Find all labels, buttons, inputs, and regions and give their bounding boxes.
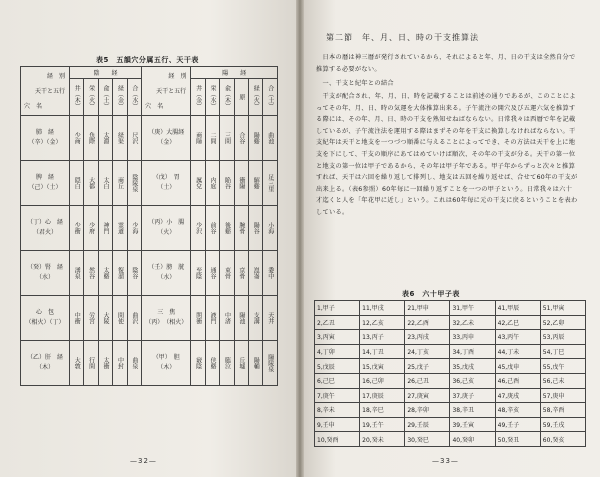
yang-point: 陽輔 — [249, 341, 263, 386]
table6-cell: 27,庚寅 — [405, 388, 450, 403]
header-yin: 陰 経 — [70, 67, 142, 79]
table5-row — [21, 116, 278, 161]
yang-point: 内庭 — [205, 161, 219, 206]
table5-row — [21, 206, 278, 251]
table6-cell: 22,乙酉 — [405, 315, 450, 330]
yin-point: 魚際 — [84, 116, 98, 161]
yang-point: 陽谿 — [249, 116, 263, 161]
yang-point: 少沢 — [191, 206, 205, 251]
table6-cell: 19,壬午 — [360, 417, 405, 432]
table6-cell: 28,辛卯 — [405, 403, 450, 418]
yin-point: 太淵 — [98, 116, 112, 161]
yin-point: 尺沢 — [127, 116, 141, 161]
yang-point: 束骨 — [220, 251, 234, 296]
yin-point: 商丘 — [113, 161, 127, 206]
yin-point: 太衝 — [98, 341, 112, 386]
section-title: 第二節 年、月、日、時の干支推算法 — [326, 33, 479, 42]
yang-point: 陥谷 — [220, 161, 234, 206]
yin-point: 霊道 — [113, 206, 127, 251]
table6-cell: 53,丙辰 — [540, 330, 585, 345]
yang-point: 商陽 — [191, 116, 205, 161]
yin-point: 中封 — [113, 341, 127, 386]
table5-caption: 表5 五韻穴分属五行、天干表 — [96, 56, 199, 64]
yang-point: 京骨 — [234, 251, 248, 296]
table6-cell: 24,丁亥 — [405, 344, 450, 359]
yin-point: 神門 — [98, 206, 112, 251]
yang-point: 丘墟 — [234, 341, 248, 386]
yang-point: 陽池 — [234, 296, 248, 341]
table6-cell: 3,丙寅 — [315, 330, 360, 345]
table6-cell: 26,己丑 — [405, 373, 450, 388]
table6-caption: 表6 六十甲子表 — [402, 290, 460, 298]
paragraph-intro: 日本の暦は神三暦が発行されているから、それによると年、月、日の干支は全然自分で推算する必要がない。 — [316, 54, 576, 73]
table6-cell: 18,辛巳 — [360, 403, 405, 418]
yin-point: 間使 — [113, 296, 127, 341]
yin-point: 少府 — [84, 206, 98, 251]
table6-cell: 38,辛丑 — [450, 403, 495, 418]
yang-point: 通谷 — [205, 251, 219, 296]
table6-cell: 14,丁丑 — [360, 344, 405, 359]
table6-cell: 6,己巳 — [315, 373, 360, 388]
table6-cell: 16,己卯 — [360, 373, 405, 388]
yang-point: 陽谷 — [249, 206, 263, 251]
yang-point: 支溝 — [249, 296, 263, 341]
table6-cell: 5,戊辰 — [315, 359, 360, 374]
yin-point: 太谿 — [98, 251, 112, 296]
table6-cell: 44,丁未 — [495, 344, 540, 359]
table6-cell: 40,癸卯 — [450, 432, 495, 447]
yang-point: 竅陰 — [191, 341, 205, 386]
yang-point: 衝陽 — [234, 161, 248, 206]
paragraph-body: 干支が配合され、年、月、日、時を記載することは前述の通りであるが、このことによってその年、月、日、時の気運を大体推算出来る。子午流注の開穴及び五運六気を推算する際には、その年、月、日、時の干支を熟知せねばならない。日常我々は西暦で年を記載しているが、子午流注法を運用する際はまずその年を干支に換算しなければならない。干支紀年は天干と地支を一つづつ順番に与えることによってでき、その方法は天干を上に地支を下にして、干支の順序にあてはめていけば順次、その年の干支が分る。天干の第一位と地支の第一位は甲子であるから、その年は甲子年である。甲子年からずっと次々と推算すれば、天干は六回を繰り返して排列し、地支は五回を繰り返せば、合せて60年の干支が出来上る。（表6参照）60年毎に一回繰り返すことを一つの甲子という。日常我々は六十才迄くと人を「年花甲に近し」という。これは60年毎に元の干支に戻るということを表わしている。 — [316, 93, 578, 216]
left-page-number: —32— — [130, 457, 157, 465]
table5-row — [21, 251, 278, 296]
table6-cell: 54,丁巳 — [540, 344, 585, 359]
yang-head: 井（金） — [191, 79, 205, 116]
table6-cell: 30,癸巳 — [405, 432, 450, 447]
table6-row — [315, 301, 586, 316]
corner-label-mid-right: 天干と五行 — [156, 88, 187, 95]
yin-point: 少商 — [70, 116, 84, 161]
table6-cell: 2,乙丑 — [315, 315, 360, 330]
table6-cell: 36,己亥 — [450, 373, 495, 388]
table6-cell: 4,丁卯 — [315, 344, 360, 359]
yin-point: 復溜 — [113, 251, 127, 296]
table6-cell: 45,戊申 — [495, 359, 540, 374]
table6-cell: 31,甲午 — [450, 301, 495, 316]
table6-row — [315, 388, 586, 403]
yang-point: 液門 — [205, 296, 219, 341]
table6-cell: 52,乙卯 — [540, 315, 585, 330]
yin-point: 中衝 — [70, 296, 84, 341]
table6 — [314, 300, 586, 447]
table6-row — [315, 373, 586, 388]
yin-point: 大陵 — [98, 296, 112, 341]
yang-point: 腕骨 — [234, 206, 248, 251]
table6-row — [315, 344, 586, 359]
yang-meridian-name: 三 焦 （丙） （相火） — [142, 296, 191, 341]
table6-cell: 37,庚子 — [450, 388, 495, 403]
table6-cell: 1,甲子 — [315, 301, 360, 316]
table6-cell: 49,壬子 — [495, 417, 540, 432]
yin-point: 大都 — [84, 161, 98, 206]
yang-point: 委中 — [263, 251, 278, 296]
table6-row — [315, 359, 586, 374]
table6-row — [315, 330, 586, 345]
table6-cell: 35,戊戌 — [450, 359, 495, 374]
yin-point: 陰谷 — [127, 251, 141, 296]
table6-cell: 11,甲戌 — [360, 301, 405, 316]
table6-cell: 58,辛酉 — [540, 403, 585, 418]
yin-point: 陰陵泉 — [127, 161, 141, 206]
table6-cell: 43,丙午 — [495, 330, 540, 345]
yang-point: 天井 — [263, 296, 278, 341]
yin-point: 隠白 — [70, 161, 84, 206]
yang-point: 三間 — [220, 116, 234, 161]
yang-head: 原 — [234, 79, 248, 116]
yang-meridian-name: （壬）膀 胱 （水） — [142, 251, 191, 296]
table6-cell: 33,丙申 — [450, 330, 495, 345]
yin-point: 大敦 — [70, 341, 84, 386]
yang-point: 厲兌 — [191, 161, 205, 206]
yang-head: 栄（水） — [205, 79, 219, 116]
table6-cell: 20,癸未 — [360, 432, 405, 447]
yin-meridian-name: （癸）腎 経 （水） — [21, 251, 70, 296]
table6-cell: 15,戊寅 — [360, 359, 405, 374]
yang-point: 陽陵泉 — [263, 341, 278, 386]
table5-row — [21, 161, 278, 206]
table6-cell: 59,壬戌 — [540, 417, 585, 432]
yin-point: 経渠 — [113, 116, 127, 161]
yang-meridian-name: （甲） 胆 （木） — [142, 341, 191, 386]
corner-label-top: 経 別 — [47, 73, 66, 80]
yang-point: 至陰 — [191, 251, 205, 296]
corner-label-top-right: 経 別 — [168, 73, 187, 80]
table6-cell: 39,壬寅 — [450, 417, 495, 432]
yang-point: 二間 — [205, 116, 219, 161]
table6-cell: 29,壬辰 — [405, 417, 450, 432]
table6-cell: 41,甲辰 — [495, 301, 540, 316]
yin-point: 行間 — [84, 341, 98, 386]
table6-cell: 12,乙亥 — [360, 315, 405, 330]
corner-label-bottom-right: 穴 名 — [145, 103, 164, 110]
yang-head: 兪（木） — [220, 79, 234, 116]
yin-head: 井（木） — [70, 79, 84, 116]
yang-point: 足三里 — [263, 161, 278, 206]
yang-meridian-name: （庚）大腸経 （金） — [142, 116, 191, 161]
yin-head: 合（水） — [127, 79, 141, 116]
table5-row — [21, 341, 278, 386]
table5-corner-right — [142, 67, 191, 116]
yin-point: 曲泉 — [127, 341, 141, 386]
table6-row — [315, 403, 586, 418]
header-yang: 陽 経 — [191, 67, 278, 79]
yang-point: 小海 — [263, 206, 278, 251]
table5 — [20, 66, 278, 386]
table6-cell: 21,甲申 — [405, 301, 450, 316]
yin-meridian-name: （乙）肝 経 （木） — [21, 341, 70, 386]
yang-point: 前谷 — [205, 206, 219, 251]
table6-cell: 23,丙戌 — [405, 330, 450, 345]
yang-point: 関衝 — [191, 296, 205, 341]
table6-row — [315, 417, 586, 432]
yin-meridian-name: 脾 経 （己）（土） — [21, 161, 70, 206]
yin-point: 少衝 — [70, 206, 84, 251]
yang-point: 中渚 — [220, 296, 234, 341]
yin-point: 太白 — [98, 161, 112, 206]
table6-cell: 42,乙巳 — [495, 315, 540, 330]
yin-point: 湧泉 — [70, 251, 84, 296]
table6-cell: 56,己未 — [540, 373, 585, 388]
yin-point: 然谷 — [84, 251, 98, 296]
yin-point: 曲沢 — [127, 296, 141, 341]
table6-row — [315, 432, 586, 447]
table6-cell: 9,壬申 — [315, 417, 360, 432]
yang-head: 合（土） — [263, 79, 278, 116]
yin-head: 経（金） — [113, 79, 127, 116]
yin-head: 栄（火） — [84, 79, 98, 116]
table6-cell: 25,戊子 — [405, 359, 450, 374]
yang-head: 経（火） — [249, 79, 263, 116]
yin-point: 少海 — [127, 206, 141, 251]
table6-row — [315, 315, 586, 330]
table6-cell: 10,癸酉 — [315, 432, 360, 447]
yang-meridian-name: （丙）小 腸 （火） — [142, 206, 191, 251]
table6-cell: 46,己酉 — [495, 373, 540, 388]
yin-head: 兪（土） — [98, 79, 112, 116]
table6-cell: 17,庚辰 — [360, 388, 405, 403]
table6-cell: 8,辛未 — [315, 403, 360, 418]
yin-meridian-name: （丁）心 経 （君火） — [21, 206, 70, 251]
corner-label-bottom: 穴 名 — [24, 103, 43, 110]
table6-cell: 57,庚申 — [540, 388, 585, 403]
table6-cell: 34,丁酉 — [450, 344, 495, 359]
table6-cell: 51,甲寅 — [540, 301, 585, 316]
yang-meridian-name: （戊） 胃 （土） — [142, 161, 191, 206]
corner-label-mid: 天干と五行 — [35, 88, 66, 95]
right-page-number: —33— — [432, 457, 459, 465]
yin-meridian-name: 肺 経 （辛）（金） — [21, 116, 70, 161]
table6-cell: 50,癸丑 — [495, 432, 540, 447]
book-gutter — [296, 0, 304, 477]
yin-point: 労宮 — [84, 296, 98, 341]
table6-cell: 32,乙未 — [450, 315, 495, 330]
table6-cell: 7,庚午 — [315, 388, 360, 403]
yang-point: 侠谿 — [205, 341, 219, 386]
yang-point: 曲池 — [263, 116, 278, 161]
table6-cell: 55,戊午 — [540, 359, 585, 374]
table6-cell: 60,癸亥 — [540, 432, 585, 447]
yang-point: 後谿 — [220, 206, 234, 251]
yin-meridian-name: 心 包 （相火）（丁） — [21, 296, 70, 341]
yang-point: 解谿 — [249, 161, 263, 206]
table5-corner — [21, 67, 70, 116]
yang-point: 臨泣 — [220, 341, 234, 386]
yang-point: 合谷 — [234, 116, 248, 161]
table6-cell: 48,辛亥 — [495, 403, 540, 418]
yang-point: 崑崙 — [249, 251, 263, 296]
table5-row — [21, 296, 278, 341]
paragraph-heading: 一、干支と紀年との結合 — [316, 80, 394, 87]
table6-cell: 47,庚戌 — [495, 388, 540, 403]
table6-cell: 13,丙子 — [360, 330, 405, 345]
